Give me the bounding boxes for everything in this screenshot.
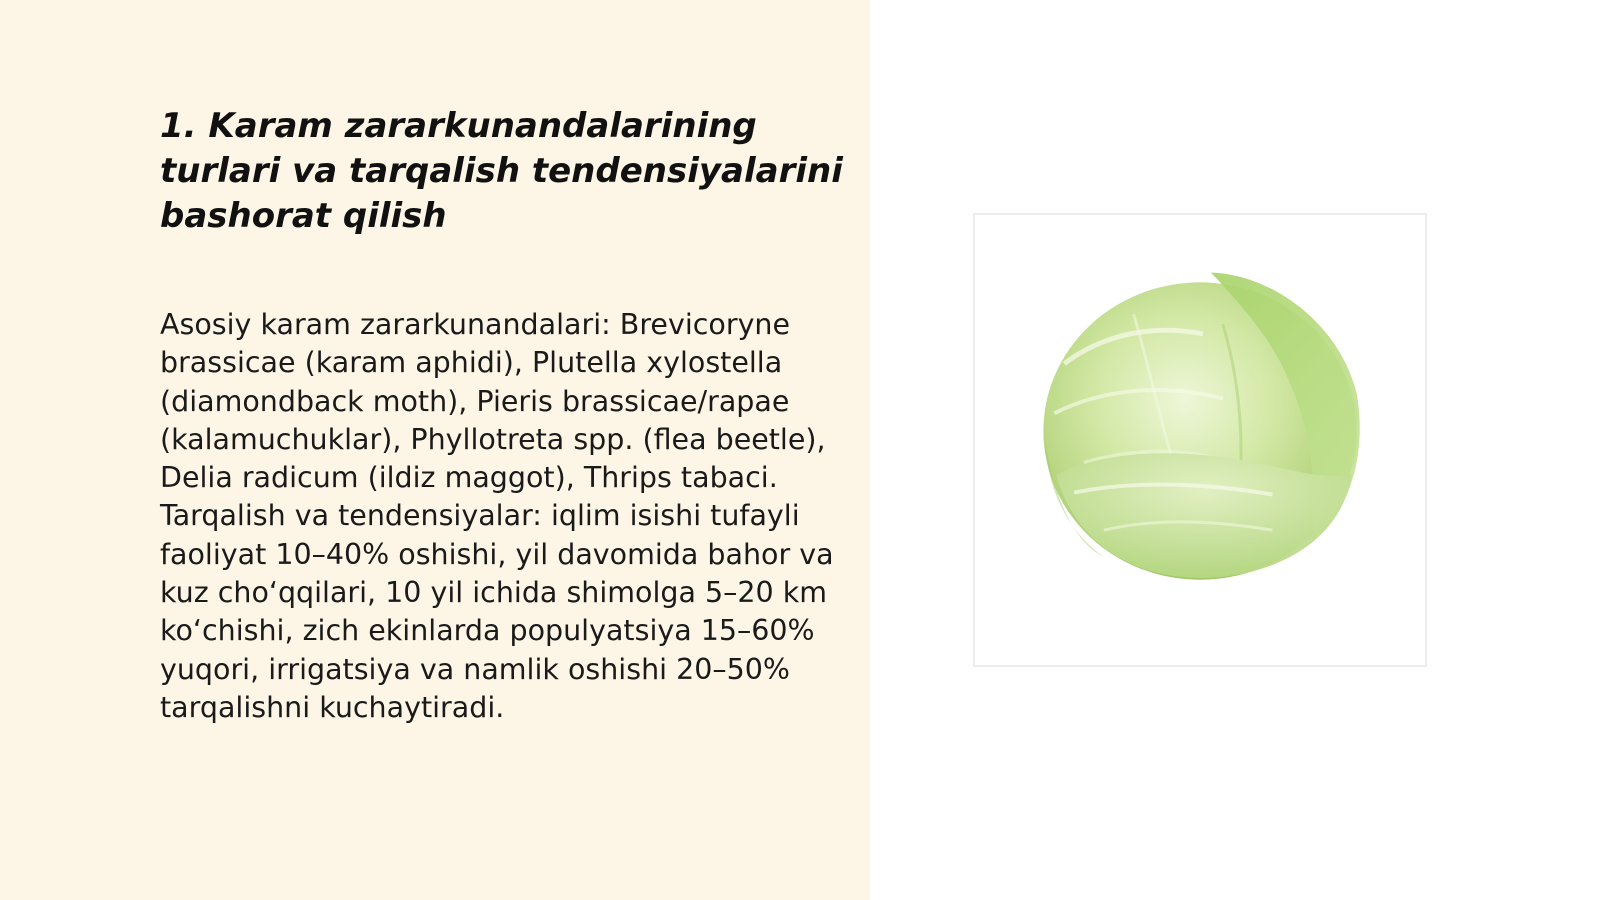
cabbage-illustration <box>975 215 1425 665</box>
cabbage-image <box>973 213 1427 667</box>
slide-body-text: Asosiy karam zararkunandalari: Brevicoryne brassicae (karam aphidi), Plutella xylostella (diamondback moth), Pieris brassicae/rapae (kalamuchuklar), Phyllotreta spp. (flea beetle), Delia radicum (ildiz maggot), Thrips tabaci. Tarqalish va tendensiyalar: iqlim isishi tufayli faoliyat 10–40% oshishi, yil davomida bahor va kuz cho‘qqilari, 10 yil ichida shimolga 5–20 km ko‘chishi, zich ekinlarda populyatsiya 15–60% yuqori, irrigatsiya va namlik oshishi 20–50% tarqalishni kuchaytiradi. <box>160 308 834 724</box>
slide-title: 1. Karam zararkunandalarining turlari va tarqalish tendensiyalarini bashorat qilish <box>160 106 843 236</box>
